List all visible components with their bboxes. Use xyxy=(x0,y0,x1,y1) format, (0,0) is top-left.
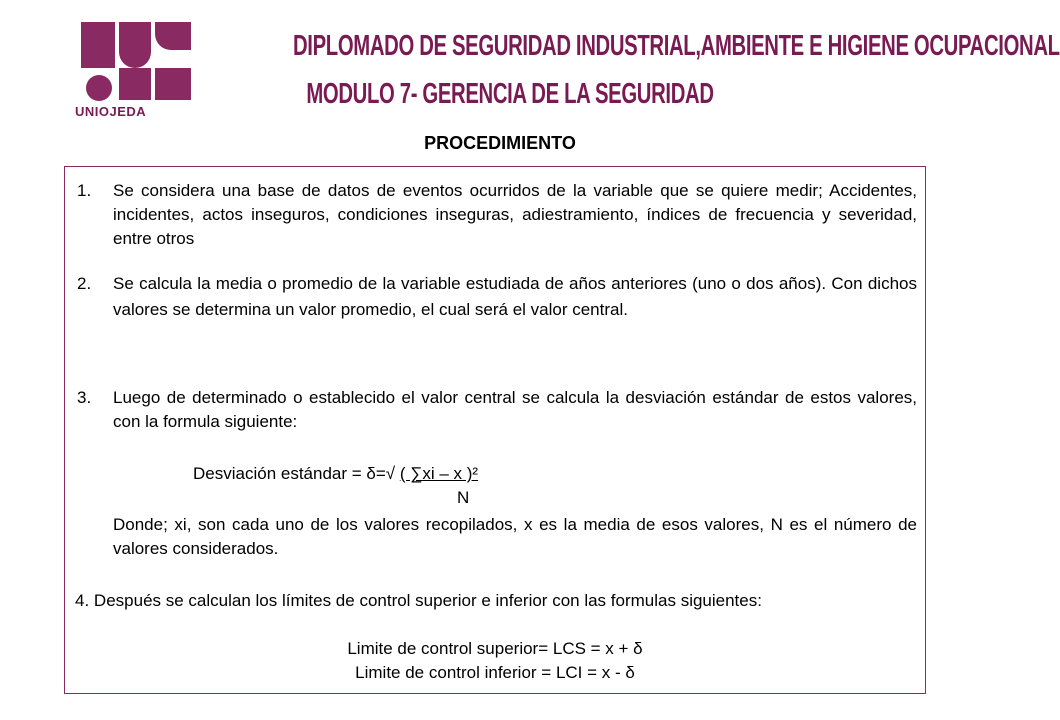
item-number: 2. xyxy=(77,274,92,293)
logo-name: UNIOJEDA xyxy=(75,104,147,119)
where-text: Donde; xi, son cada uno de los valores recopilados, x es la media de esos valores, N es el número de valores considerados. xyxy=(113,515,917,558)
item-number: 4. xyxy=(75,591,90,610)
item-text: Se considera una base de datos de eventos ocurridos de la variable que se quiere medir; Accidentes, incidentes, actos inseguros, condiciones inseguras, adiestramiento, índices de frecuencia y severidad, entre otros xyxy=(113,181,917,248)
upper-control-limit: Limite de control superior= LCS = x + δ xyxy=(347,639,643,658)
logo-mark-icon xyxy=(75,18,195,102)
item-number: 1. xyxy=(77,181,92,200)
item-number: 3. xyxy=(77,388,92,407)
procedure-box xyxy=(64,166,926,694)
list-item xyxy=(77,271,917,323)
page-title: PROCEDIMIENTO xyxy=(424,133,576,153)
list-item xyxy=(77,386,917,434)
item-text: Luego de determinado o establecido el valor central se calcula la desviación estándar de estos valores, con la formula siguiente: xyxy=(113,388,917,431)
list-item xyxy=(77,179,917,251)
item-text: Se calcula la media o promedio de la variable estudiada de años anteriores (uno o dos años). Con dichos valores se determina un valor promedio, el cual será el valor central. xyxy=(113,274,917,319)
formula-numerator: ( ∑xi – x )² xyxy=(399,464,479,483)
module-title: MODULO 7- GERENCIA DE LA SEGURIDAD xyxy=(306,78,714,110)
course-title: DIPLOMADO DE SEGURIDAD INDUSTRIAL,AMBIENTE E HIGIENE OCUPACIONAL xyxy=(293,30,1060,62)
uniojeda-logo xyxy=(75,18,195,130)
formula-label: Desviación estándar = δ=√ xyxy=(193,464,400,483)
list-item-4 xyxy=(75,589,915,613)
formula-explanation xyxy=(77,513,917,561)
lower-control-limit: Limite de control inferior = LCI = x - δ xyxy=(355,663,635,682)
item-text: Después se calculan los límites de control superior e inferior con las formulas siguientes: xyxy=(93,591,762,610)
formula-denominator: N xyxy=(457,488,470,507)
std-deviation-formula xyxy=(193,462,478,486)
